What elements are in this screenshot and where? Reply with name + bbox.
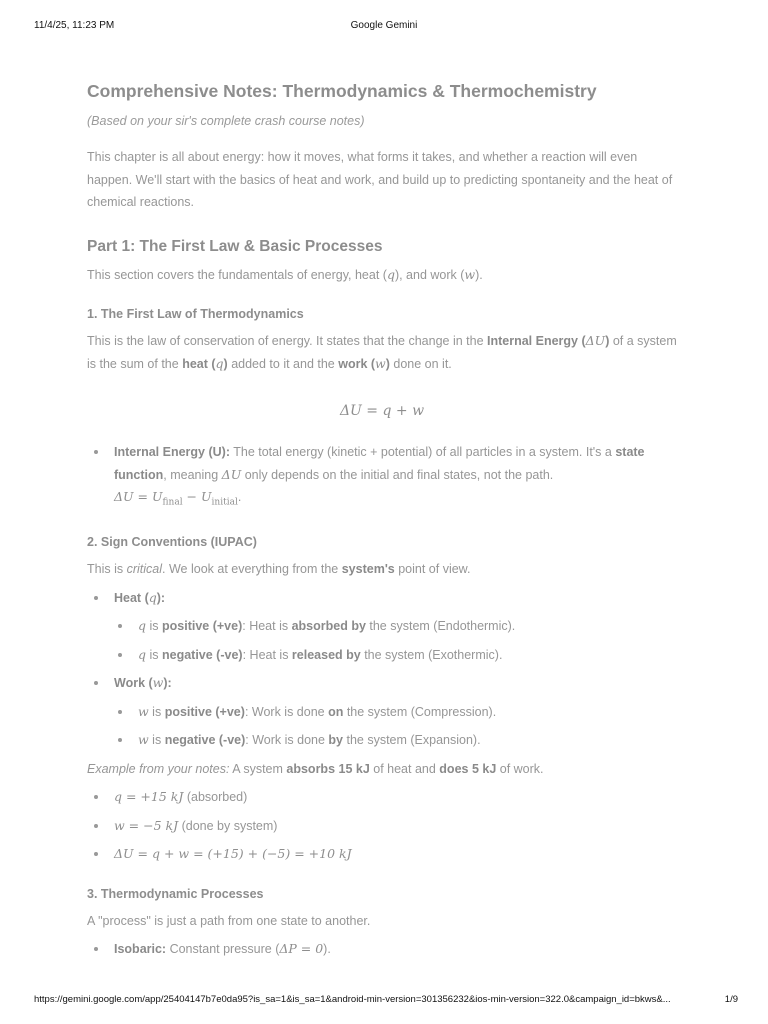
section1-heading: 1. The First Law of Thermodynamics: [87, 307, 304, 321]
doc-subtitle: (Based on your sir's complete crash course notes): [87, 114, 365, 128]
internal-energy-list: [87, 441, 677, 514]
list-item: q = +15 kJ (absorbed): [87, 786, 677, 809]
heat-sublist: [87, 615, 677, 666]
print-header: [0, 20, 768, 34]
list-item: Heat (q):: [87, 587, 677, 610]
example-list: [87, 786, 677, 866]
list-item: w = −5 kJ (done by system): [87, 815, 677, 838]
list-item: w is positive (+ve): Work is done on the system (Compression).: [87, 701, 677, 724]
section3-heading: 3. Thermodynamic Processes: [87, 886, 264, 901]
work-sublist: [87, 701, 677, 752]
list-item: ΔU = q + w = (+15) + (−5) = +10 kJ: [87, 843, 677, 866]
print-page-title: Google Gemini: [350, 20, 418, 31]
process-list: [87, 938, 677, 961]
page-number: 1/9: [724, 994, 738, 1005]
process-paragraph: A "process" is just a path from one state to another.: [87, 913, 371, 928]
part1-heading: Part 1: The First Law & Basic Processes: [87, 237, 383, 255]
intro-paragraph: This chapter is all about energy: how it moves, what forms it takes, and whether a reaction will even happen. We'll start with the basics of heat and work, and build up to predicting spontaneity and the heat of chemical reactions.: [87, 150, 673, 209]
first-law-equation: ΔU = q + w: [339, 403, 425, 419]
sign-convention-list: [87, 587, 677, 610]
work-list: [87, 672, 677, 695]
doc-title: Comprehensive Notes: Thermodynamics & Thermochemistry: [87, 81, 597, 101]
example-paragraph: Example from your notes: A system absorbs 15 kJ of heat and does 5 kJ of work.: [87, 761, 544, 776]
print-footer: [0, 994, 768, 1008]
first-law-paragraph: This is the law of conservation of energy. It states that the change in the Internal Energy (ΔU) of a system is the sum of the heat (q) added to it and the work (w) done on it.: [87, 333, 677, 371]
print-url: https://gemini.google.com/app/25404147b7e0da95?is_sa=1&is_sa=1&android-min-version=301356232&ios-min-version=322.0&campaign_id=bkws&...: [34, 994, 671, 1005]
list-item: q is negative (-ve): Heat is released by the system (Exothermic).: [87, 644, 677, 667]
list-item: w is negative (-ve): Work is done by the system (Expansion).: [87, 729, 677, 752]
list-item: Isobaric: Constant pressure (ΔP = 0).: [87, 938, 677, 961]
part1-description: This section covers the fundamentals of energy, heat (q), and work (w).: [87, 266, 483, 282]
section2-heading: 2. Sign Conventions (IUPAC): [87, 535, 257, 549]
print-datetime: 11/4/25, 11:23 PM: [34, 20, 115, 31]
list-item: q is positive (+ve): Heat is absorbed by the system (Endothermic).: [87, 615, 677, 638]
document-content: [87, 78, 677, 961]
list-item: Internal Energy (U): The total energy (kinetic + potential) of all particles in a system. It's a state function, meaning ΔU only depends on the initial and final states, not the path. $\Delta U = U_{final} - U_{initial}$.: [87, 441, 677, 514]
sign-convention-paragraph: This is critical. We look at everything from the system's point of view.: [87, 562, 471, 576]
list-item: Work (w):: [87, 672, 677, 695]
